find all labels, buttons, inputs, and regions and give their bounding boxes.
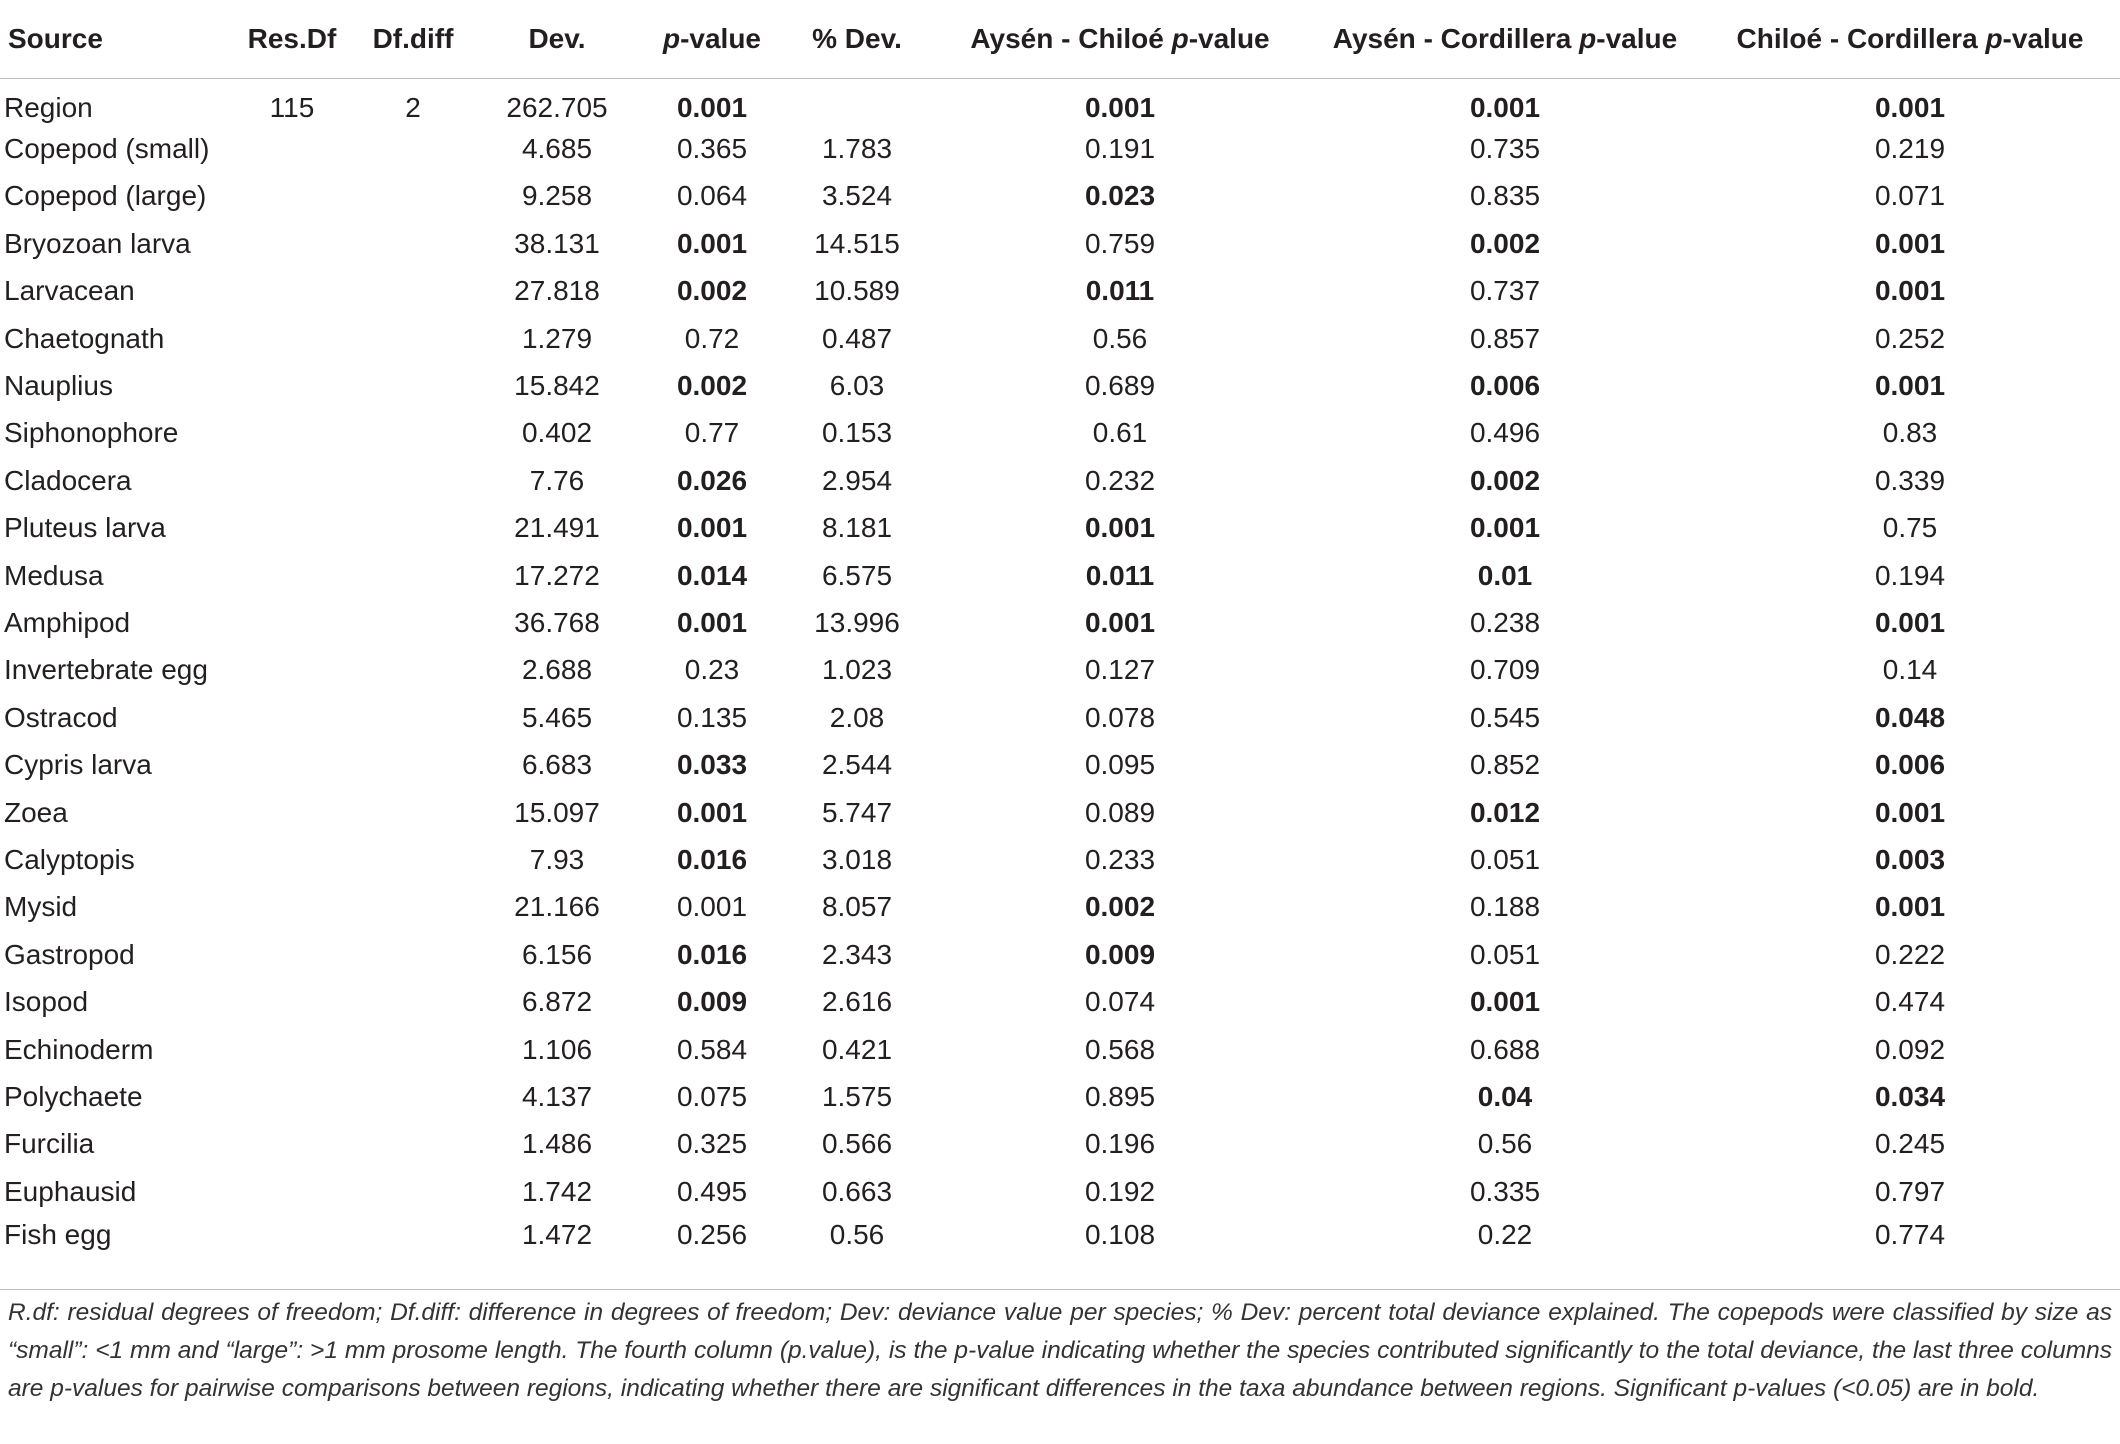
- cell-dev: 1.486: [521, 1128, 593, 1160]
- cell-res-df: [232, 505, 352, 552]
- cell-res-df: [232, 457, 352, 504]
- cell-source: Chaetognath: [4, 322, 165, 354]
- cell-source: Larvacean: [4, 275, 135, 307]
- cell-res-df: 115: [269, 91, 315, 123]
- table-row: [0, 931, 2120, 978]
- table-header: [0, 0, 2120, 78]
- header-pct-dev: % Dev.: [784, 0, 930, 78]
- cell-df-diff: [352, 457, 474, 504]
- cell-dev: 6.872: [521, 986, 593, 1018]
- cell-chiloe-cordillera-p: 0.034: [1874, 1080, 1946, 1112]
- header-chiloe-cordillera-suffix: -value: [2002, 22, 2084, 54]
- cell-aysen-cordillera-p: 0.188: [1469, 891, 1541, 923]
- cell-res-df: [232, 599, 352, 646]
- cell-p-value: 0.495: [676, 1175, 748, 1207]
- cell-pct-dev: 10.589: [814, 275, 900, 307]
- cell-dev: 2.688: [521, 654, 593, 686]
- cell-pct-dev: 0.566: [821, 1128, 893, 1160]
- cell-df-diff: [352, 931, 474, 978]
- cell-p-value: 0.016: [676, 843, 748, 875]
- cell-p-value: 0.002: [676, 275, 748, 307]
- cell-pct-dev: 2.544: [821, 749, 893, 781]
- cell-aysen-cordillera-p: 0.496: [1469, 417, 1541, 449]
- table-body: [0, 78, 2120, 1263]
- cell-aysen-cordillera-p: 0.709: [1469, 654, 1541, 686]
- cell-aysen-chiloe-p: 0.61: [1092, 417, 1148, 449]
- cell-res-df: [232, 552, 352, 599]
- header-chiloe-cordillera-p: p: [1985, 22, 2003, 54]
- header-chiloe-cordillera-label: Chiloé - Cordillera: [1736, 22, 1986, 54]
- cell-res-df: [232, 315, 352, 362]
- table-row: [0, 647, 2120, 694]
- table-row: [0, 552, 2120, 599]
- header-aysen-cordillera: [1310, 0, 1700, 78]
- cell-p-value: 0.365: [676, 133, 748, 165]
- table-row: [0, 1168, 2120, 1215]
- cell-pct-dev: 6.575: [821, 559, 893, 591]
- header-aysen-cordillera-suffix: -value: [1596, 22, 1678, 54]
- cell-aysen-chiloe-p: 0.759: [1084, 227, 1156, 259]
- cell-pct-dev: 14.515: [814, 227, 900, 259]
- cell-p-value: 0.001: [676, 606, 748, 638]
- cell-chiloe-cordillera-p: 0.001: [1874, 606, 1946, 638]
- cell-chiloe-cordillera-p: 0.219: [1874, 133, 1946, 165]
- header-row: [0, 0, 2120, 78]
- cell-df-diff: [352, 884, 474, 931]
- table-row: [0, 362, 2120, 409]
- cell-chiloe-cordillera-p: 0.252: [1874, 322, 1946, 354]
- cell-df-diff: [352, 1026, 474, 1073]
- cell-aysen-cordillera-p: 0.051: [1469, 938, 1541, 970]
- table-row: [0, 978, 2120, 1025]
- table-row: [0, 1215, 2120, 1262]
- cell-chiloe-cordillera-p: 0.774: [1874, 1219, 1946, 1251]
- cell-pct-dev: 8.057: [821, 891, 893, 923]
- cell-aysen-cordillera-p: 0.688: [1469, 1033, 1541, 1065]
- cell-df-diff: [352, 647, 474, 694]
- cell-chiloe-cordillera-p: 0.006: [1874, 749, 1946, 781]
- cell-chiloe-cordillera-p: 0.048: [1874, 701, 1946, 733]
- cell-aysen-chiloe-p: 0.568: [1084, 1033, 1156, 1065]
- table-row: [0, 1121, 2120, 1168]
- cell-res-df: [232, 694, 352, 741]
- cell-source: Nauplius: [4, 370, 113, 402]
- cell-aysen-chiloe-p: 0.089: [1084, 796, 1156, 828]
- cell-source: Euphausid: [4, 1175, 137, 1207]
- cell-aysen-chiloe-p: 0.689: [1084, 370, 1156, 402]
- cell-aysen-cordillera-p: 0.006: [1469, 370, 1541, 402]
- cell-dev: 36.768: [514, 606, 600, 638]
- cell-p-value: 0.016: [676, 938, 748, 970]
- cell-dev: 5.465: [521, 701, 593, 733]
- cell-res-df: [232, 362, 352, 409]
- cell-pct-dev: 1.575: [821, 1080, 893, 1112]
- cell-source: Bryozoan larva: [4, 227, 191, 259]
- cell-source: Pluteus larva: [4, 512, 166, 544]
- cell-res-df: [232, 741, 352, 788]
- cell-pct-dev: 2.343: [821, 938, 893, 970]
- cell-chiloe-cordillera-p: 0.339: [1874, 464, 1946, 496]
- cell-res-df: [232, 220, 352, 267]
- cell-source: Furcilia: [4, 1128, 95, 1160]
- cell-pct-dev: 1.783: [821, 133, 893, 165]
- table-row: [0, 884, 2120, 931]
- cell-aysen-cordillera-p: 0.545: [1469, 701, 1541, 733]
- cell-dev: 4.137: [521, 1080, 593, 1112]
- cell-df-diff: [352, 315, 474, 362]
- header-chiloe-cordillera: [1700, 0, 2120, 78]
- cell-aysen-chiloe-p: 0.196: [1084, 1128, 1156, 1160]
- cell-res-df: [232, 836, 352, 883]
- cell-aysen-cordillera-p: 0.335: [1469, 1175, 1541, 1207]
- cell-dev: 6.683: [521, 749, 593, 781]
- cell-source: Zoea: [4, 796, 68, 828]
- cell-chiloe-cordillera-p: 0.797: [1874, 1175, 1946, 1207]
- cell-pct-dev: 3.018: [821, 843, 893, 875]
- cell-source: Cladocera: [4, 464, 132, 496]
- cell-dev: 15.097: [514, 796, 600, 828]
- cell-dev: 7.93: [529, 843, 585, 875]
- cell-aysen-cordillera-p: 0.852: [1469, 749, 1541, 781]
- cell-p-value: 0.001: [676, 227, 748, 259]
- cell-pct-dev: 13.996: [814, 606, 900, 638]
- cell-chiloe-cordillera-p: 0.092: [1874, 1033, 1946, 1065]
- cell-aysen-chiloe-p: 0.074: [1084, 986, 1156, 1018]
- cell-source: Mysid: [4, 891, 78, 923]
- cell-pct-dev: 8.181: [821, 512, 893, 544]
- cell-aysen-chiloe-p: 0.56: [1092, 322, 1148, 354]
- cell-aysen-cordillera-p: 0.735: [1469, 133, 1541, 165]
- cell-res-df: [232, 125, 352, 172]
- cell-res-df: [232, 173, 352, 220]
- cell-p-value: 0.009: [676, 986, 748, 1018]
- cell-df-diff: [352, 1073, 474, 1120]
- table-row: [0, 173, 2120, 220]
- cell-res-df: [232, 1026, 352, 1073]
- cell-pct-dev: 0.56: [829, 1219, 885, 1251]
- cell-df-diff: [352, 220, 474, 267]
- cell-dev: 1.106: [521, 1033, 593, 1065]
- header-aysen-cordillera-label: Aysén - Cordillera: [1332, 22, 1580, 54]
- cell-df-diff: [352, 1121, 474, 1168]
- cell-source: Copepod (small): [4, 133, 210, 165]
- cell-res-df: [232, 884, 352, 931]
- cell-aysen-cordillera-p: 0.56: [1477, 1128, 1533, 1160]
- table-footnote: R.df: residual degrees of freedom; Df.diff: difference in degrees of freedom; Dev: deviance value per species; % Dev: percent total deviance explained. The copepods were classified by size as “small”: <1 mm and “large”: >1 mm prosome length. The fourth column (p.value), is the p-value indicating whether the species contributed significantly to the total deviance, the last three columns are p-values for pairwise comparisons between regions, indicating whether there are significant differences in the taxa abundance between regions. Significant p-values (<0.05) are in bold.: [8, 1299, 2112, 1402]
- cell-p-value: 0.584: [676, 1033, 748, 1065]
- cell-chiloe-cordillera-p: 0.474: [1874, 986, 1946, 1018]
- cell-aysen-cordillera-p: 0.002: [1469, 227, 1541, 259]
- cell-pct-dev: 1.023: [821, 654, 893, 686]
- cell-df-diff: [352, 505, 474, 552]
- cell-p-value: 0.77: [684, 417, 740, 449]
- cell-p-value: 0.256: [676, 1219, 748, 1251]
- cell-p-value: 0.001: [676, 91, 748, 123]
- cell-source: Calyptopis: [4, 843, 135, 875]
- cell-aysen-chiloe-p: 0.078: [1084, 701, 1156, 733]
- cell-res-df: [232, 1215, 352, 1262]
- cell-aysen-cordillera-p: 0.04: [1477, 1080, 1533, 1112]
- header-aysen-chiloe-suffix: -value: [1188, 22, 1270, 54]
- cell-res-df: [232, 1073, 352, 1120]
- table-row: [0, 1026, 2120, 1073]
- cell-p-value: 0.026: [676, 464, 748, 496]
- cell-dev: 1.742: [521, 1175, 593, 1207]
- cell-pct-dev: 0.153: [821, 417, 893, 449]
- cell-pct-dev: 0.663: [821, 1175, 893, 1207]
- cell-chiloe-cordillera-p: 0.194: [1874, 559, 1946, 591]
- table-row: [0, 315, 2120, 362]
- cell-df-diff: [352, 268, 474, 315]
- cell-chiloe-cordillera-p: 0.001: [1874, 275, 1946, 307]
- cell-source: Medusa: [4, 559, 104, 591]
- cell-aysen-chiloe-p: 0.009: [1084, 938, 1156, 970]
- cell-p-value: 0.001: [676, 891, 748, 923]
- table-row: [0, 599, 2120, 646]
- cell-aysen-chiloe-p: 0.095: [1084, 749, 1156, 781]
- table-row: [0, 78, 2120, 125]
- cell-dev: 21.491: [514, 512, 600, 544]
- cell-source: Siphonophore: [4, 417, 179, 449]
- cell-aysen-cordillera-p: 0.857: [1469, 322, 1541, 354]
- cell-aysen-cordillera-p: 0.001: [1469, 512, 1541, 544]
- cell-aysen-cordillera-p: 0.051: [1469, 843, 1541, 875]
- cell-aysen-chiloe-p: 0.002: [1084, 891, 1156, 923]
- cell-source: Echinoderm: [4, 1033, 154, 1065]
- cell-pct-dev: 2.08: [829, 701, 885, 733]
- cell-chiloe-cordillera-p: 0.75: [1882, 512, 1938, 544]
- cell-dev: 17.272: [514, 559, 600, 591]
- header-aysen-chiloe-label: Aysén - Chiloé: [970, 22, 1172, 54]
- cell-pct-dev: 6.03: [829, 370, 885, 402]
- cell-df-diff: [352, 410, 474, 457]
- cell-dev: 7.76: [529, 464, 585, 496]
- header-p-value: [640, 0, 784, 78]
- cell-df-diff: 2: [405, 91, 421, 123]
- cell-res-df: [232, 410, 352, 457]
- table-row: [0, 836, 2120, 883]
- cell-dev: 21.166: [514, 891, 600, 923]
- cell-aysen-chiloe-p: 0.192: [1084, 1175, 1156, 1207]
- cell-aysen-cordillera-p: 0.737: [1469, 275, 1541, 307]
- cell-df-diff: [352, 362, 474, 409]
- cell-p-value: 0.135: [676, 701, 748, 733]
- cell-source: Fish egg: [4, 1219, 112, 1251]
- cell-chiloe-cordillera-p: 0.001: [1874, 370, 1946, 402]
- cell-dev: 9.258: [521, 180, 593, 212]
- cell-p-value: 0.033: [676, 749, 748, 781]
- cell-df-diff: [352, 1215, 474, 1262]
- cell-df-diff: [352, 173, 474, 220]
- cell-aysen-chiloe-p: 0.001: [1084, 512, 1156, 544]
- cell-dev: 0.402: [521, 417, 593, 449]
- cell-df-diff: [352, 741, 474, 788]
- cell-source: Ostracod: [4, 701, 118, 733]
- table-row: [0, 125, 2120, 172]
- cell-chiloe-cordillera-p: 0.83: [1882, 417, 1938, 449]
- cell-pct-dev: 0.487: [821, 322, 893, 354]
- table-row: [0, 505, 2120, 552]
- cell-dev: 262.705: [506, 91, 608, 123]
- cell-aysen-chiloe-p: 0.011: [1085, 275, 1155, 307]
- cell-dev: 1.472: [521, 1219, 593, 1251]
- cell-chiloe-cordillera-p: 0.14: [1882, 654, 1938, 686]
- cell-source: Isopod: [4, 986, 89, 1018]
- cell-source: Cypris larva: [4, 749, 152, 781]
- header-p-suffix: -value: [680, 22, 762, 54]
- cell-aysen-cordillera-p: 0.002: [1469, 464, 1541, 496]
- cell-pct-dev: [784, 78, 930, 125]
- cell-chiloe-cordillera-p: 0.245: [1874, 1128, 1946, 1160]
- cell-p-value: 0.72: [684, 322, 740, 354]
- cell-dev: 1.279: [521, 322, 593, 354]
- header-res-df: Res.Df: [232, 0, 352, 78]
- cell-df-diff: [352, 978, 474, 1025]
- cell-chiloe-cordillera-p: 0.003: [1874, 843, 1946, 875]
- cell-dev: 4.685: [521, 133, 593, 165]
- cell-aysen-chiloe-p: 0.127: [1084, 654, 1156, 686]
- cell-p-value: 0.325: [676, 1128, 748, 1160]
- cell-p-value: 0.064: [676, 180, 748, 212]
- cell-p-value: 0.075: [676, 1080, 748, 1112]
- cell-pct-dev: 5.747: [821, 796, 893, 828]
- cell-aysen-cordillera-p: 0.22: [1477, 1219, 1533, 1251]
- table-row: [0, 220, 2120, 267]
- cell-aysen-chiloe-p: 0.011: [1085, 559, 1155, 591]
- cell-p-value: 0.001: [676, 796, 748, 828]
- cell-p-value: 0.23: [684, 654, 740, 686]
- cell-chiloe-cordillera-p: 0.001: [1874, 91, 1946, 123]
- header-aysen-chiloe: [930, 0, 1310, 78]
- header-p-italic: p: [662, 22, 681, 54]
- cell-source: Region: [4, 91, 93, 123]
- cell-aysen-chiloe-p: 0.233: [1084, 843, 1156, 875]
- table-row: [0, 741, 2120, 788]
- cell-aysen-chiloe-p: 0.895: [1084, 1080, 1156, 1112]
- cell-df-diff: [352, 694, 474, 741]
- table-row: [0, 1073, 2120, 1120]
- cell-res-df: [232, 1121, 352, 1168]
- cell-source: Invertebrate egg: [4, 654, 208, 686]
- cell-chiloe-cordillera-p: 0.222: [1874, 938, 1946, 970]
- cell-aysen-cordillera-p: 0.01: [1477, 559, 1533, 591]
- header-dev: Dev.: [474, 0, 640, 78]
- cell-p-value: 0.001: [676, 512, 748, 544]
- cell-res-df: [232, 931, 352, 978]
- cell-chiloe-cordillera-p: 0.071: [1874, 180, 1946, 212]
- cell-res-df: [232, 1168, 352, 1215]
- cell-df-diff: [352, 125, 474, 172]
- cell-p-value: 0.014: [676, 559, 748, 591]
- cell-aysen-chiloe-p: 0.001: [1084, 91, 1156, 123]
- header-df-diff: Df.diff: [352, 0, 474, 78]
- cell-df-diff: [352, 599, 474, 646]
- cell-p-value: 0.002: [676, 370, 748, 402]
- cell-aysen-cordillera-p: 0.835: [1469, 180, 1541, 212]
- cell-res-df: [232, 647, 352, 694]
- cell-source: Amphipod: [4, 606, 131, 638]
- cell-chiloe-cordillera-p: 0.001: [1874, 796, 1946, 828]
- table-row: [0, 694, 2120, 741]
- cell-aysen-chiloe-p: 0.191: [1084, 133, 1156, 165]
- cell-aysen-cordillera-p: 0.001: [1469, 986, 1541, 1018]
- table-row: [0, 789, 2120, 836]
- header-source: Source: [0, 0, 232, 78]
- footnote-divider: [0, 1289, 2120, 1290]
- cell-chiloe-cordillera-p: 0.001: [1874, 227, 1946, 259]
- cell-aysen-chiloe-p: 0.108: [1084, 1219, 1156, 1251]
- cell-dev: 27.818: [514, 275, 600, 307]
- cell-pct-dev: 0.421: [821, 1033, 893, 1065]
- cell-pct-dev: 3.524: [821, 180, 893, 212]
- cell-dev: 38.131: [514, 227, 600, 259]
- table-row: [0, 457, 2120, 504]
- cell-df-diff: [352, 789, 474, 836]
- cell-aysen-cordillera-p: 0.012: [1469, 796, 1541, 828]
- table-row: [0, 268, 2120, 315]
- cell-dev: 15.842: [514, 370, 600, 402]
- header-aysen-chiloe-p: p: [1171, 22, 1189, 54]
- cell-aysen-chiloe-p: 0.001: [1084, 606, 1156, 638]
- cell-pct-dev: 2.616: [821, 986, 893, 1018]
- cell-source: Polychaete: [4, 1080, 143, 1112]
- header-aysen-cordillera-p: p: [1579, 22, 1597, 54]
- table-row: [0, 410, 2120, 457]
- cell-res-df: [232, 978, 352, 1025]
- cell-df-diff: [352, 836, 474, 883]
- cell-aysen-chiloe-p: 0.023: [1084, 180, 1156, 212]
- cell-chiloe-cordillera-p: 0.001: [1874, 891, 1946, 923]
- cell-source: Copepod (large): [4, 180, 207, 212]
- cell-pct-dev: 2.954: [821, 464, 893, 496]
- cell-df-diff: [352, 552, 474, 599]
- cell-source: Gastropod: [4, 938, 135, 970]
- cell-aysen-cordillera-p: 0.238: [1469, 606, 1541, 638]
- cell-dev: 6.156: [521, 938, 593, 970]
- cell-res-df: [232, 789, 352, 836]
- cell-aysen-chiloe-p: 0.232: [1084, 464, 1156, 496]
- cell-aysen-cordillera-p: 0.001: [1469, 91, 1541, 123]
- cell-res-df: [232, 268, 352, 315]
- cell-df-diff: [352, 1168, 474, 1215]
